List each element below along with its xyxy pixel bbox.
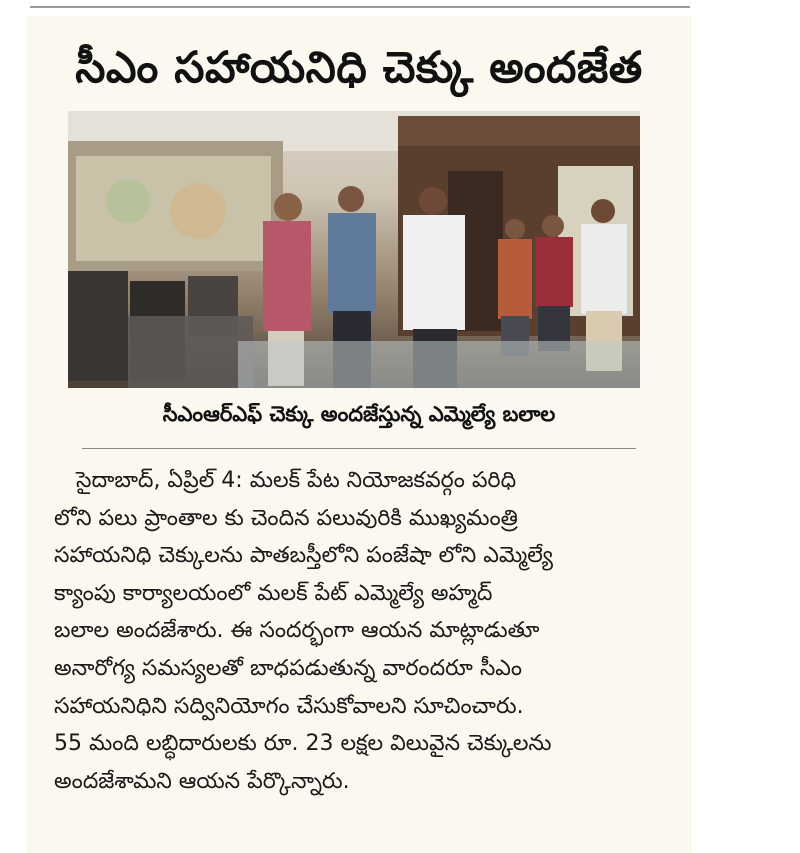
person-4 <box>498 219 532 356</box>
body-line: సహాయనిధిని సద్వినియోగం చేసుకోవాలని సూచించారు. <box>54 693 524 719</box>
news-clipping <box>26 16 692 853</box>
news-photo <box>68 111 640 388</box>
body-line: బలాల అందజేశారు. ఈ సందర్భంగా ఆయన మాట్లాడుతూ <box>54 618 540 644</box>
body-line: లోని పలు ప్రాంతాల కు చెందిన పలువురికి ముఖ్యమంత్రి <box>54 505 518 531</box>
body-line: సహాయనిధి చెక్కులను పాతబస్తీలోని పంజేషా లోని ఎమ్మెల్యే <box>54 543 553 569</box>
article-body <box>54 462 666 800</box>
body-line: అనారోగ్య సమస్యలతో బాధపడుతున్న వారందరూ సీఎం <box>54 655 523 681</box>
caption-divider <box>82 448 636 449</box>
article-headline: సీఎం సహాయనిధి చెక్కు అందజేత <box>75 43 643 93</box>
top-divider <box>30 6 690 8</box>
body-line: సైదాబాద్, ఏప్రిల్ 4: మలక్ పేట నియోజకవర్గం పరిధి <box>76 468 517 493</box>
body-line: 55 మంది లబ్ధిదారులకు రూ. 23 లక్షల విలువైన చెక్కులను <box>54 731 552 757</box>
body-line: క్యాంపు కార్యాలయంలో మలక్ పేట్ ఎమ్మెల్యే అహ్మద్ <box>54 580 493 606</box>
photo-caption: సీఎంఆర్ఎఫ్ చెక్కు అందజేస్తున్న ఎమ్మెల్యే బలాల <box>162 402 556 426</box>
office-scene-image <box>68 111 640 388</box>
body-line: అందజేశామని ఆయన పేర్కొన్నారు. <box>54 768 350 794</box>
